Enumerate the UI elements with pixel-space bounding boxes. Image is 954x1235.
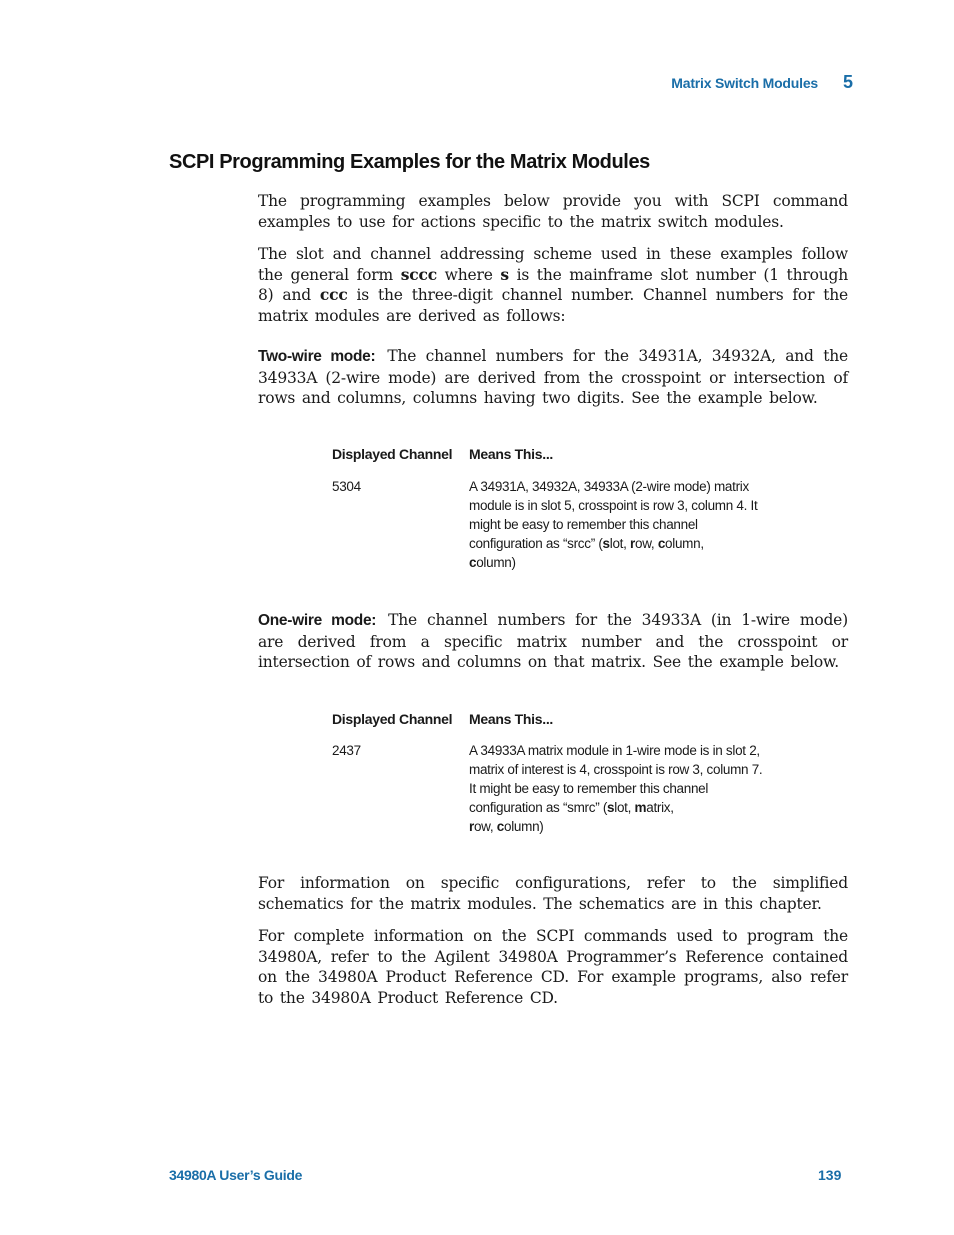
text-run: olumn) (504, 819, 544, 834)
intro-paragraph-1: The programming examples below provide you with SCPI command examples to use for actions specific to the matrix switch modules. (258, 192, 848, 231)
text-run: atrix, (646, 800, 674, 815)
mnemonic-letter: c (657, 536, 666, 551)
text-run: is the mainframe slot number (1 through 8) and (258, 265, 848, 304)
text-run: where (436, 265, 501, 284)
text-run: lot, (609, 536, 631, 551)
mnemonic-letter: s (602, 536, 610, 551)
table-cell-description (469, 477, 769, 572)
header-chapter-title: Matrix Switch Modules (671, 75, 818, 91)
keyword-sccc: sccc (400, 264, 437, 284)
two-wire-paragraph (258, 346, 848, 409)
text-run: olumn) (476, 555, 516, 570)
table-cell-channel: 2437 (332, 743, 361, 758)
text-run: The slot and channel addressing scheme used in these examples follow the general form (258, 245, 848, 284)
closing-paragraph-1: For information on specific configurations, refer to the simplified schematics for the matrix modules. The schematics are in this chapter. (258, 874, 848, 913)
mnemonic-letter: c (496, 819, 505, 834)
one-wire-text: The channel numbers for the 34933A (in 1-wire mode) are derived from a specific matrix number and the crosspoint or intersection of rows and columns on that matrix. See the example below. (258, 611, 848, 671)
table-header-means-this: Means This... (469, 446, 554, 462)
keyword-s: s (500, 264, 509, 284)
mnemonic-letter: r (630, 536, 635, 551)
one-wire-paragraph (258, 610, 848, 673)
two-wire-label: Two-wire mode: (258, 348, 376, 365)
two-wire-text: The channel numbers for the 34931A, 34932A, and the 34933A (2-wire mode) are derived from the crosspoint or intersection of rows and columns, columns having two digits. See the example below. (258, 347, 848, 407)
intro-paragraph-2 (258, 244, 848, 326)
keyword-ccc: ccc (319, 285, 348, 304)
text-run: is the three-digit channel number. Channel numbers for the matrix modules are derived as follows: (258, 286, 848, 325)
mnemonic-letter: r (469, 819, 474, 834)
mnemonic-letter: c (469, 555, 477, 570)
text-run: ow, (635, 536, 658, 551)
text-run: A 34931A, 34932A, 34933A (2-wire mode) matrix module is in slot 5, crosspoint is row 3, column 4. It might be easy to remember this channel configuration as “srcc” ( (469, 479, 758, 551)
table-header-means-this: Means This... (469, 711, 554, 727)
text-run: olumn, (665, 536, 704, 551)
table-header-displayed-channel: Displayed Channel (332, 446, 453, 462)
mnemonic-letter: m (634, 800, 647, 815)
closing-paragraph-2: For complete information on the SCPI commands used to program the 34980A, refer to the Agilent 34980A Programmer’s Reference contained on the 34980A Product Reference CD. For example programs, also refer to the 34980A Product Reference CD. (258, 927, 848, 1007)
table-cell-description (469, 741, 769, 836)
table-cell-channel: 5304 (332, 479, 361, 494)
table-header-displayed-channel: Displayed Channel (332, 711, 453, 727)
text-run: lot, (614, 800, 635, 815)
text-run: A 34933A matrix module in 1-wire mode is in slot 2, matrix of interest is 4, crosspoint is row 3, column 7. It might be easy to remember this channel configuration as “smrc” ( (469, 743, 763, 815)
mnemonic-letter: s (607, 800, 615, 815)
text-run: ow, (473, 819, 497, 834)
section-title: SCPI Programming Examples for the Matrix Modules (169, 151, 650, 173)
footer-page-number: 139 (818, 1167, 842, 1183)
footer-guide-title: 34980A User’s Guide (169, 1167, 303, 1183)
header-chapter-number: 5 (843, 72, 854, 92)
one-wire-label: One-wire mode: (258, 612, 377, 629)
